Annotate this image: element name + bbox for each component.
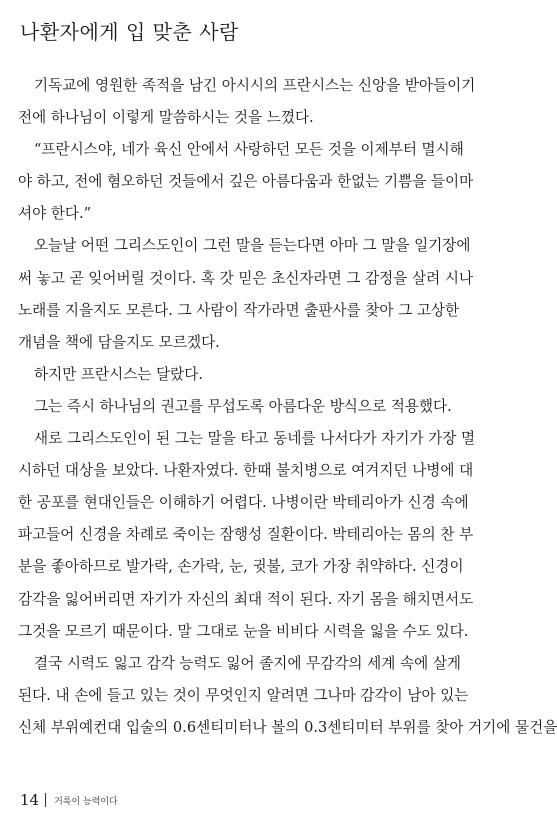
body-text bbox=[18, 70, 557, 744]
text-line: 야 하고, 전에 혐오하던 것들에서 깊은 아름다움과 한없는 기쁨을 들이마 bbox=[18, 173, 474, 191]
text-line: 그는 즉시 하나님의 권고를 무섭도록 아름다운 방식으로 적용했다. bbox=[34, 397, 452, 415]
text-line: 파고들어 신경을 차례로 죽이는 잠행성 질환이다. 박테리아는 몸의 찬 부 bbox=[18, 526, 474, 544]
page-number: 14 bbox=[20, 791, 40, 809]
text-line: 셔야 한다.” bbox=[18, 205, 92, 223]
text-line: 개념을 책에 담을지도 모르겠다. bbox=[18, 333, 220, 351]
text-line: 결국 시력도 잃고 감각 능력도 잃어 졸지에 무감각의 세계 속에 살게 bbox=[34, 654, 462, 672]
text-line: 시하던 대상을 보았다. 나환자였다. 한때 불치병으로 여겨지던 나병에 대 bbox=[18, 462, 474, 480]
text-line: 된다. 내 손에 들고 있는 것이 무엇인지 알려면 그나마 감각이 남아 있는 bbox=[18, 686, 469, 704]
text-line: 전에 하나님이 이렇게 말씀하시는 것을 느꼈다. bbox=[18, 109, 314, 127]
text-line: 감각을 잃어버리면 자기가 자신의 최대 적이 된다. 자기 몸을 해치면서도 bbox=[18, 590, 474, 608]
text-line: 써 놓고 곧 잊어버릴 것이다. 혹 갓 믿은 초신자라면 그 감정을 살려 시나 bbox=[18, 269, 474, 287]
text-line: 기독교에 영원한 족적을 남긴 아시시의 프란시스는 신앙을 받아들이기 bbox=[34, 77, 476, 94]
footer-divider bbox=[45, 793, 46, 807]
text-line: 새로 그리스도인이 된 그는 말을 타고 동네를 나서다가 자기가 가장 멸 bbox=[34, 430, 476, 448]
text-line: 한 공포를 현대인들은 이해하기 어렵다. 나병이란 박테리아가 신경 속에 bbox=[18, 494, 469, 512]
text-line: 그것을 모르기 때문이다. 말 그대로 눈을 비비다 시력을 잃을 수도 있다. bbox=[18, 622, 469, 640]
book-title: 거룩이 능력이다 bbox=[54, 796, 118, 807]
text-line: 노래를 지을지도 모른다. 그 사람이 작가라면 출판사를 찾아 그 고상한 bbox=[18, 301, 460, 319]
text-line: 하지만 프란시스는 달랐다. bbox=[34, 365, 203, 383]
page-title: 나환자에게 입 맞춘 사람 bbox=[20, 20, 239, 44]
text-line: “프란시스야, 네가 육신 안에서 사랑하던 모든 것을 이제부터 멸시해 bbox=[34, 141, 464, 159]
text-line: 오늘날 어떤 그리스도인이 그런 말을 듣는다면 아마 그 말을 일기장에 bbox=[34, 237, 471, 255]
page-footer bbox=[20, 790, 118, 810]
text-line: 분을 좋아하므로 발가락, 손가락, 눈, 귓불, 코가 가장 취약하다. 신경이 bbox=[18, 558, 464, 576]
text-line: 신체 부위예컨대 입술의 0.6센티미터나 볼의 0.3센티미터 부위를 찾아 거기에 물건을 bbox=[18, 718, 557, 736]
